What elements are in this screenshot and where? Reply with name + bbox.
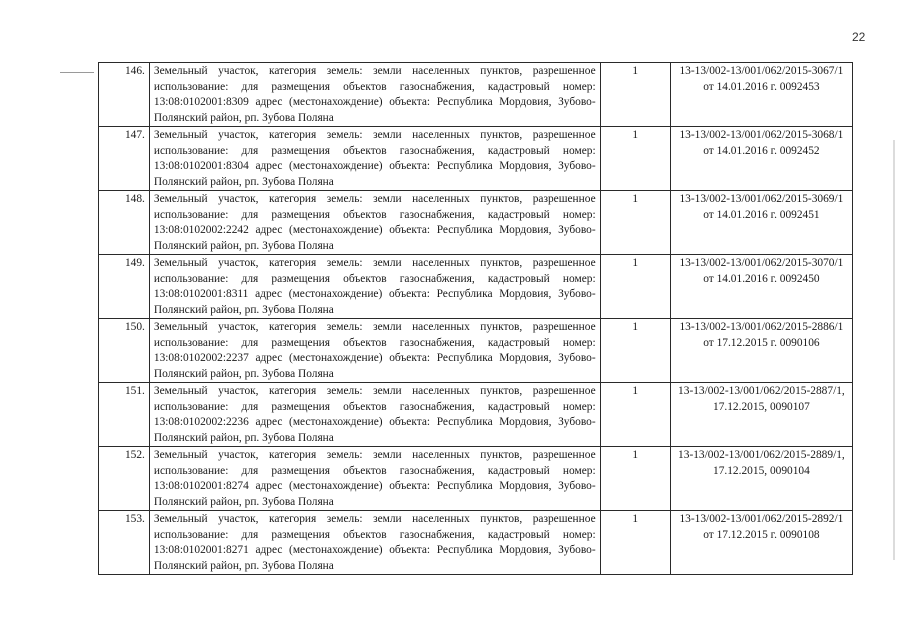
row-quantity: 1 [600, 319, 670, 383]
row-certificate: 13-13/002-13/001/062/2015-2892/1 от 17.12.2015 г. 0090108 [670, 511, 852, 575]
row-number: 150. [99, 319, 150, 383]
table-row [99, 319, 853, 383]
scan-artifact-right-edge [893, 140, 895, 560]
row-quantity: 1 [600, 447, 670, 511]
row-description: Земельный участок, категория земель: земли населенных пунктов, разрешенное использование: для размещения объектов газоснабжения, кадастровый номер: 13:08:0102002:2242 адрес (местонахождение) объекта: Республика Мордовия, Зубово-Полянский район, рп. Зубова Поляна [149, 191, 600, 255]
row-certificate: 13-13/002-13/001/062/2015-2889/1, 17.12.2015, 0090104 [670, 447, 852, 511]
table-row [99, 447, 853, 511]
row-number: 153. [99, 511, 150, 575]
table-row [99, 191, 853, 255]
row-description: Земельный участок, категория земель: земли населенных пунктов, разрешенное использование: для размещения объектов газоснабжения, кадастровый номер: 13:08:0102001:8304 адрес (местонахождение) объекта: Республика Мордовия, Зубово-Полянский район, рп. Зубова Поляна [149, 127, 600, 191]
row-number: 151. [99, 383, 150, 447]
row-description: Земельный участок, категория земель: земли населенных пунктов, разрешенное использование: для размещения объектов газоснабжения, кадастровый номер: 13:08:0102001:8274 адрес (местонахождение) объекта: Республика Мордовия, Зубово-Полянский район, рп. Зубова Поляна [149, 447, 600, 511]
row-certificate: 13-13/002-13/001/062/2015-3069/1 от 14.01.2016 г. 0092451 [670, 191, 852, 255]
table-row [99, 127, 853, 191]
row-quantity: 1 [600, 127, 670, 191]
row-certificate: 13-13/002-13/001/062/2015-3067/1 от 14.01.2016 г. 0092453 [670, 63, 852, 127]
row-number: 147. [99, 127, 150, 191]
row-certificate: 13-13/002-13/001/062/2015-3068/1 от 14.01.2016 г. 0092452 [670, 127, 852, 191]
property-registry-table [98, 62, 853, 575]
row-quantity: 1 [600, 383, 670, 447]
row-description: Земельный участок, категория земель: земли населенных пунктов, разрешенное использование: для размещения объектов газоснабжения, кадастровый номер: 13:08:0102002:2237 адрес (местонахождение) объекта: Республика Мордовия, Зубово-Полянский район, рп. Зубова Поляна [149, 319, 600, 383]
table-row [99, 255, 853, 319]
row-certificate: 13-13/002-13/001/062/2015-3070/1 от 14.01.2016 г. 0092450 [670, 255, 852, 319]
row-number: 152. [99, 447, 150, 511]
row-quantity: 1 [600, 63, 670, 127]
row-quantity: 1 [600, 255, 670, 319]
row-description: Земельный участок, категория земель: земли населенных пунктов, разрешенное использование: для размещения объектов газоснабжения, кадастровый номер: 13:08:0102001:8271 адрес (местонахождение) объекта: Республика Мордовия, Зубово-Полянский район, рп. Зубова Поляна [149, 511, 600, 575]
table-row [99, 511, 853, 575]
registry-table-body [99, 63, 853, 575]
table-row [99, 63, 853, 127]
page-number: 22 [852, 30, 866, 44]
row-number: 149. [99, 255, 150, 319]
row-number: 146. [99, 63, 150, 127]
row-description: Земельный участок, категория земель: земли населенных пунктов, разрешенное использование: для размещения объектов газоснабжения, кадастровый номер: 13:08:0102002:2236 адрес (местонахождение) объекта: Республика Мордовия, Зубово-Полянский район, рп. Зубова Поляна [149, 383, 600, 447]
table-row [99, 383, 853, 447]
row-certificate: 13-13/002-13/001/062/2015-2886/1 от 17.12.2015 г. 0090106 [670, 319, 852, 383]
row-quantity: 1 [600, 511, 670, 575]
row-description: Земельный участок, категория земель: земли населенных пунктов, разрешенное использование: для размещения объектов газоснабжения, кадастровый номер: 13:08:0102001:8309 адрес (местонахождение) объекта: Республика Мордовия, Зубово-Полянский район, рп. Зубова Поляна [149, 63, 600, 127]
row-description: Земельный участок, категория земель: земли населенных пунктов, разрешенное использование: для размещения объектов газоснабжения, кадастровый номер: 13:08:0102001:8311 адрес (местонахождение) объекта: Республика Мордовия, Зубово-Полянский район, рп. Зубова Поляна [149, 255, 600, 319]
row-quantity: 1 [600, 191, 670, 255]
row-certificate: 13-13/002-13/001/062/2015-2887/1, 17.12.2015, 0090107 [670, 383, 852, 447]
row-number: 148. [99, 191, 150, 255]
scan-artifact-left [60, 72, 94, 73]
